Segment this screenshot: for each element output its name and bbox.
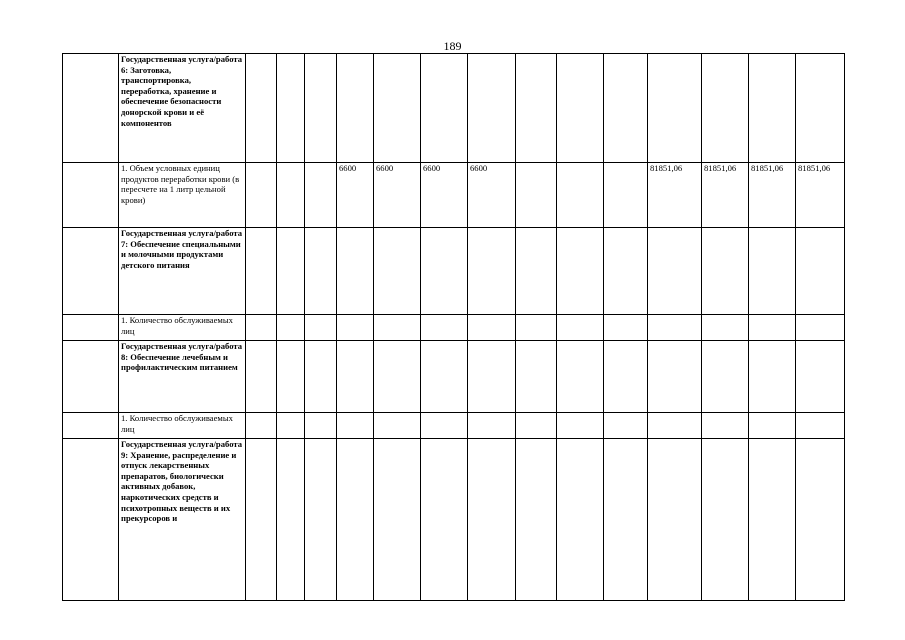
empty-cell: [63, 228, 119, 315]
table-cell: [749, 341, 796, 413]
table-cell: [604, 439, 648, 601]
table-cell: [796, 439, 845, 601]
table-cell: [337, 228, 374, 315]
table-cell: [305, 228, 337, 315]
table-cell: [305, 341, 337, 413]
table-cell: [246, 439, 277, 601]
table-row: [63, 413, 845, 439]
table-cell: [648, 439, 702, 601]
table-cell: [604, 54, 648, 163]
table-cell: [604, 228, 648, 315]
table-cell: [421, 54, 468, 163]
table-cell: [246, 413, 277, 439]
table-cell: [468, 315, 516, 341]
table-cell: [246, 315, 277, 341]
table-cell: [374, 228, 421, 315]
table-cell: [277, 228, 305, 315]
table-cell: [749, 228, 796, 315]
table-cell: [277, 341, 305, 413]
table-row: [63, 439, 845, 601]
table-cell: [305, 439, 337, 601]
empty-cell: [63, 439, 119, 601]
table-cell: [277, 439, 305, 601]
table-cell: [374, 315, 421, 341]
table-cell: [702, 439, 749, 601]
table-cell: [604, 413, 648, 439]
page-number: 189: [443, 39, 462, 53]
table-cell: [305, 413, 337, 439]
table-cell: [277, 315, 305, 341]
table-cell: [277, 413, 305, 439]
table-cell: [337, 413, 374, 439]
table-cell: [702, 54, 749, 163]
table-cell: [246, 54, 277, 163]
value-cell: 81851,06: [749, 163, 796, 228]
table-cell: [516, 228, 557, 315]
table-cell: [702, 413, 749, 439]
table-cell: [374, 54, 421, 163]
table-cell: [796, 413, 845, 439]
table-cell: [421, 315, 468, 341]
table-cell: [337, 439, 374, 601]
table-cell: [468, 413, 516, 439]
indicator-label: 1. Объем условных единиц продуктов переработки крови (в пересчете на 1 литр цельной крови): [119, 163, 246, 228]
table-row: [63, 228, 845, 315]
table-cell: [305, 163, 337, 228]
table-cell: [557, 341, 604, 413]
value-cell: 81851,06: [648, 163, 702, 228]
table-cell: [374, 413, 421, 439]
service-6-label: Государственная услуга/работа 6: Заготовка, транспортировка, переработка, хранение и обеспечение безопасности донорской крови и её компонентов: [119, 54, 246, 163]
table-cell: [374, 439, 421, 601]
table-cell: [246, 163, 277, 228]
value-cell: 81851,06: [796, 163, 845, 228]
table-cell: [337, 54, 374, 163]
table-cell: [421, 439, 468, 601]
table-cell: [468, 228, 516, 315]
table-cell: [516, 163, 557, 228]
empty-cell: [63, 341, 119, 413]
table-cell: [796, 341, 845, 413]
table-cell: [468, 341, 516, 413]
table-cell: [702, 228, 749, 315]
value-cell: 6600: [374, 163, 421, 228]
table-cell: [374, 341, 421, 413]
empty-cell: [63, 315, 119, 341]
table-cell: [337, 315, 374, 341]
table-cell: [557, 439, 604, 601]
value-cell: 6600: [337, 163, 374, 228]
indicator-label: 1. Количество обслуживаемых лиц: [119, 315, 246, 341]
table-cell: [796, 315, 845, 341]
table-cell: [516, 341, 557, 413]
table-row: [63, 315, 845, 341]
table-cell: [604, 163, 648, 228]
table-cell: [516, 413, 557, 439]
indicator-label: 1. Количество обслуживаемых лиц: [119, 413, 246, 439]
table-cell: [277, 163, 305, 228]
table-cell: [557, 163, 604, 228]
table-cell: [648, 315, 702, 341]
table-cell: [557, 315, 604, 341]
table-cell: [468, 54, 516, 163]
value-cell: 6600: [468, 163, 516, 228]
table-cell: [277, 54, 305, 163]
service-9-label: Государственная услуга/работа 9: Хранение, распределение и отпуск лекарственных препаратов, биологически активных добавок, наркотических средств и психотропных веществ и их прекурсоров и: [119, 439, 246, 601]
table-cell: [648, 54, 702, 163]
table-cell: [421, 413, 468, 439]
empty-cell: [63, 163, 119, 228]
value-cell: 6600: [421, 163, 468, 228]
table-cell: [516, 439, 557, 601]
table-cell: [796, 54, 845, 163]
service-8-label: Государственная услуга/работа 8: Обеспечение лечебным и профилактическим питанием: [119, 341, 246, 413]
empty-cell: [63, 413, 119, 439]
empty-cell: [63, 54, 119, 163]
table-cell: [305, 315, 337, 341]
table-cell: [421, 341, 468, 413]
table-cell: [648, 413, 702, 439]
table-row: [63, 54, 845, 163]
table-cell: [648, 341, 702, 413]
table-cell: [468, 439, 516, 601]
table-cell: [749, 54, 796, 163]
table-cell: [749, 439, 796, 601]
table-cell: [796, 228, 845, 315]
table-cell: [702, 341, 749, 413]
table-cell: [702, 315, 749, 341]
table-cell: [516, 315, 557, 341]
table-cell: [516, 54, 557, 163]
table-cell: [604, 341, 648, 413]
table-row: [63, 163, 845, 228]
services-table: [62, 53, 845, 601]
value-cell: 81851,06: [702, 163, 749, 228]
table-cell: [648, 228, 702, 315]
table-cell: [305, 54, 337, 163]
table-cell: [749, 413, 796, 439]
table-cell: [749, 315, 796, 341]
table-cell: [421, 228, 468, 315]
table-cell: [246, 341, 277, 413]
table-cell: [337, 341, 374, 413]
table-cell: [557, 54, 604, 163]
table-cell: [557, 228, 604, 315]
service-7-label: Государственная услуга/работа 7: Обеспечение специальными и молочными продуктами детского питания: [119, 228, 246, 315]
table-cell: [557, 413, 604, 439]
table-cell: [246, 228, 277, 315]
table-row: [63, 341, 845, 413]
table-cell: [604, 315, 648, 341]
